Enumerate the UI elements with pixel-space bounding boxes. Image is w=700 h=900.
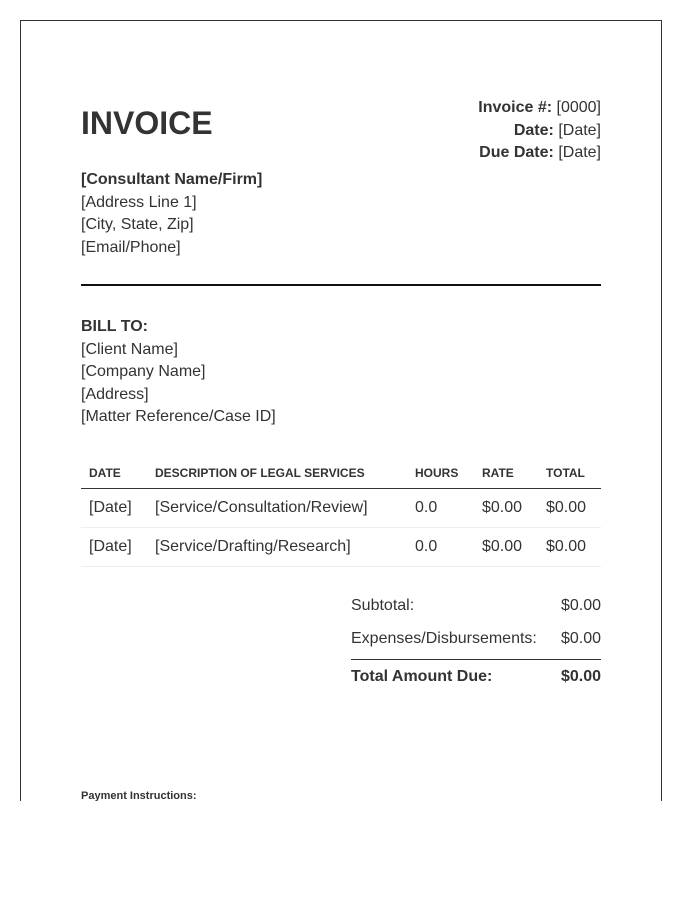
row-hours: 0.0 xyxy=(407,489,474,528)
consultant-firm-name: [Consultant Name/Firm] xyxy=(81,171,263,188)
invoice-number-value: [0000] xyxy=(556,99,601,116)
subtotal-value: $0.00 xyxy=(560,597,601,614)
row-hours: 0.0 xyxy=(407,528,474,567)
consultant-address-line1: [Address Line 1] xyxy=(81,193,197,211)
row-description: [Service/Drafting/Research] xyxy=(147,528,407,567)
matter-reference: [Matter Reference/Case ID] xyxy=(81,408,276,425)
consultant-contact: [Email/Phone] xyxy=(81,238,181,256)
total-due-label: Total Amount Due: xyxy=(351,668,493,685)
column-header-description: DESCRIPTION OF LEGAL SERVICES xyxy=(147,458,407,489)
table-header-row xyxy=(81,458,601,489)
subtotal-row xyxy=(351,589,601,622)
totals-section xyxy=(351,589,601,694)
invoice-title: INVOICE xyxy=(81,105,213,141)
expenses-value: $0.00 xyxy=(560,630,601,647)
invoice-date-value: [Date] xyxy=(558,121,601,139)
bill-to-heading: BILL TO: xyxy=(81,318,148,335)
services-table xyxy=(81,458,601,567)
column-header-date: DATE xyxy=(81,458,147,489)
column-header-total: TOTAL xyxy=(538,458,601,489)
invoice-due-date-row xyxy=(478,142,601,165)
invoice-date-label: Date: xyxy=(513,121,554,139)
invoice-number-row xyxy=(478,97,601,120)
row-date: [Date] xyxy=(81,489,147,528)
invoice-due-date-value: [Date] xyxy=(558,144,601,161)
client-name: [Client Name] xyxy=(81,340,178,358)
column-header-hours: HOURS xyxy=(407,458,474,489)
table-row xyxy=(81,528,601,567)
payment-instructions-heading: Payment Instructions: xyxy=(81,790,197,801)
subtotal-label: Subtotal: xyxy=(351,597,415,614)
expenses-label: Expenses/Disbursements: xyxy=(351,630,537,647)
client-address: [Address] xyxy=(81,385,149,403)
row-rate: $0.00 xyxy=(474,489,538,528)
invoice-date-row xyxy=(478,120,601,143)
consultant-city-state-zip: [City, State, Zip] xyxy=(81,216,194,233)
invoice-page xyxy=(20,20,662,801)
invoice-due-date-label: Due Date: xyxy=(479,144,554,161)
expenses-row xyxy=(351,622,601,655)
invoice-meta xyxy=(478,97,601,165)
row-description: [Service/Consultation/Review] xyxy=(147,489,407,528)
row-rate: $0.00 xyxy=(474,528,538,567)
total-due-value: $0.00 xyxy=(560,668,601,685)
company-name: [Company Name] xyxy=(81,363,206,380)
header-divider xyxy=(81,284,601,286)
consultant-info xyxy=(81,169,262,259)
bill-to-section xyxy=(81,316,276,429)
total-due-row xyxy=(351,659,601,694)
column-header-rate: RATE xyxy=(474,458,538,489)
row-total: $0.00 xyxy=(538,489,601,528)
row-date: [Date] xyxy=(81,528,147,567)
invoice-number-label: Invoice #: xyxy=(478,99,553,116)
table-row xyxy=(81,489,601,528)
row-total: $0.00 xyxy=(538,528,601,567)
